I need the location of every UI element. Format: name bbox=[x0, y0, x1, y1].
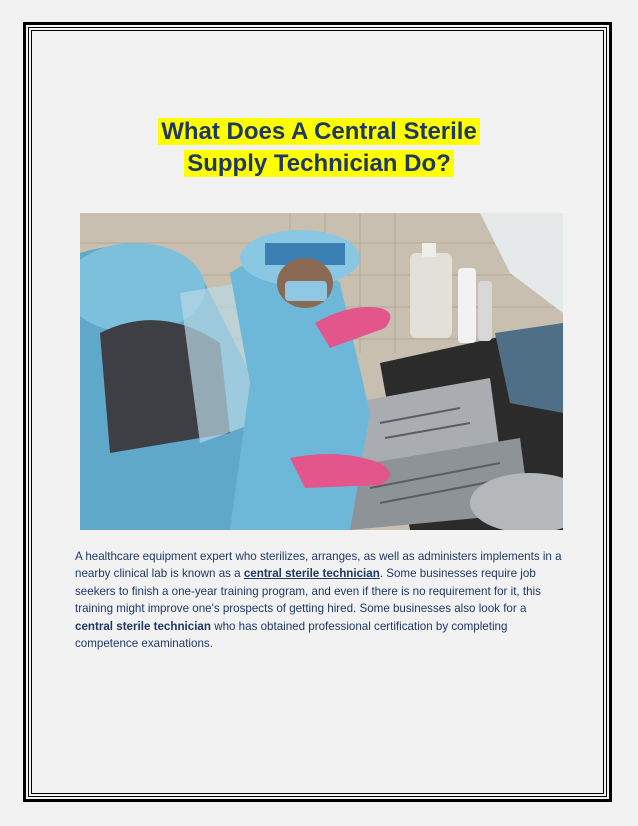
central-sterile-technician-bold: central sterile technician bbox=[75, 619, 211, 633]
central-sterile-technician-link[interactable]: central sterile technician bbox=[243, 567, 380, 581]
paragraph-text-2: . Some businesses require job seekers to finish a one-year training program, and even if there is no requirement for it, this training might improve one's prospects of getting hired. Some businesses also look for a bbox=[75, 567, 541, 616]
paragraph-text-1: A healthcare equipment expert who sterilizes, arranges, as well as administers implements in a nearby clinical lab is known as a bbox=[75, 550, 562, 581]
photo-illustration bbox=[80, 213, 563, 530]
healthcare-workers-photo bbox=[80, 213, 563, 530]
page-title bbox=[60, 116, 578, 180]
title-line-1: What Does A Central Sterile bbox=[158, 118, 480, 145]
title-line-2: Supply Technician Do? bbox=[184, 150, 454, 177]
intro-paragraph bbox=[75, 548, 565, 652]
paragraph-text-3: who has obtained professional certification by completing competence examinations. bbox=[75, 619, 508, 651]
